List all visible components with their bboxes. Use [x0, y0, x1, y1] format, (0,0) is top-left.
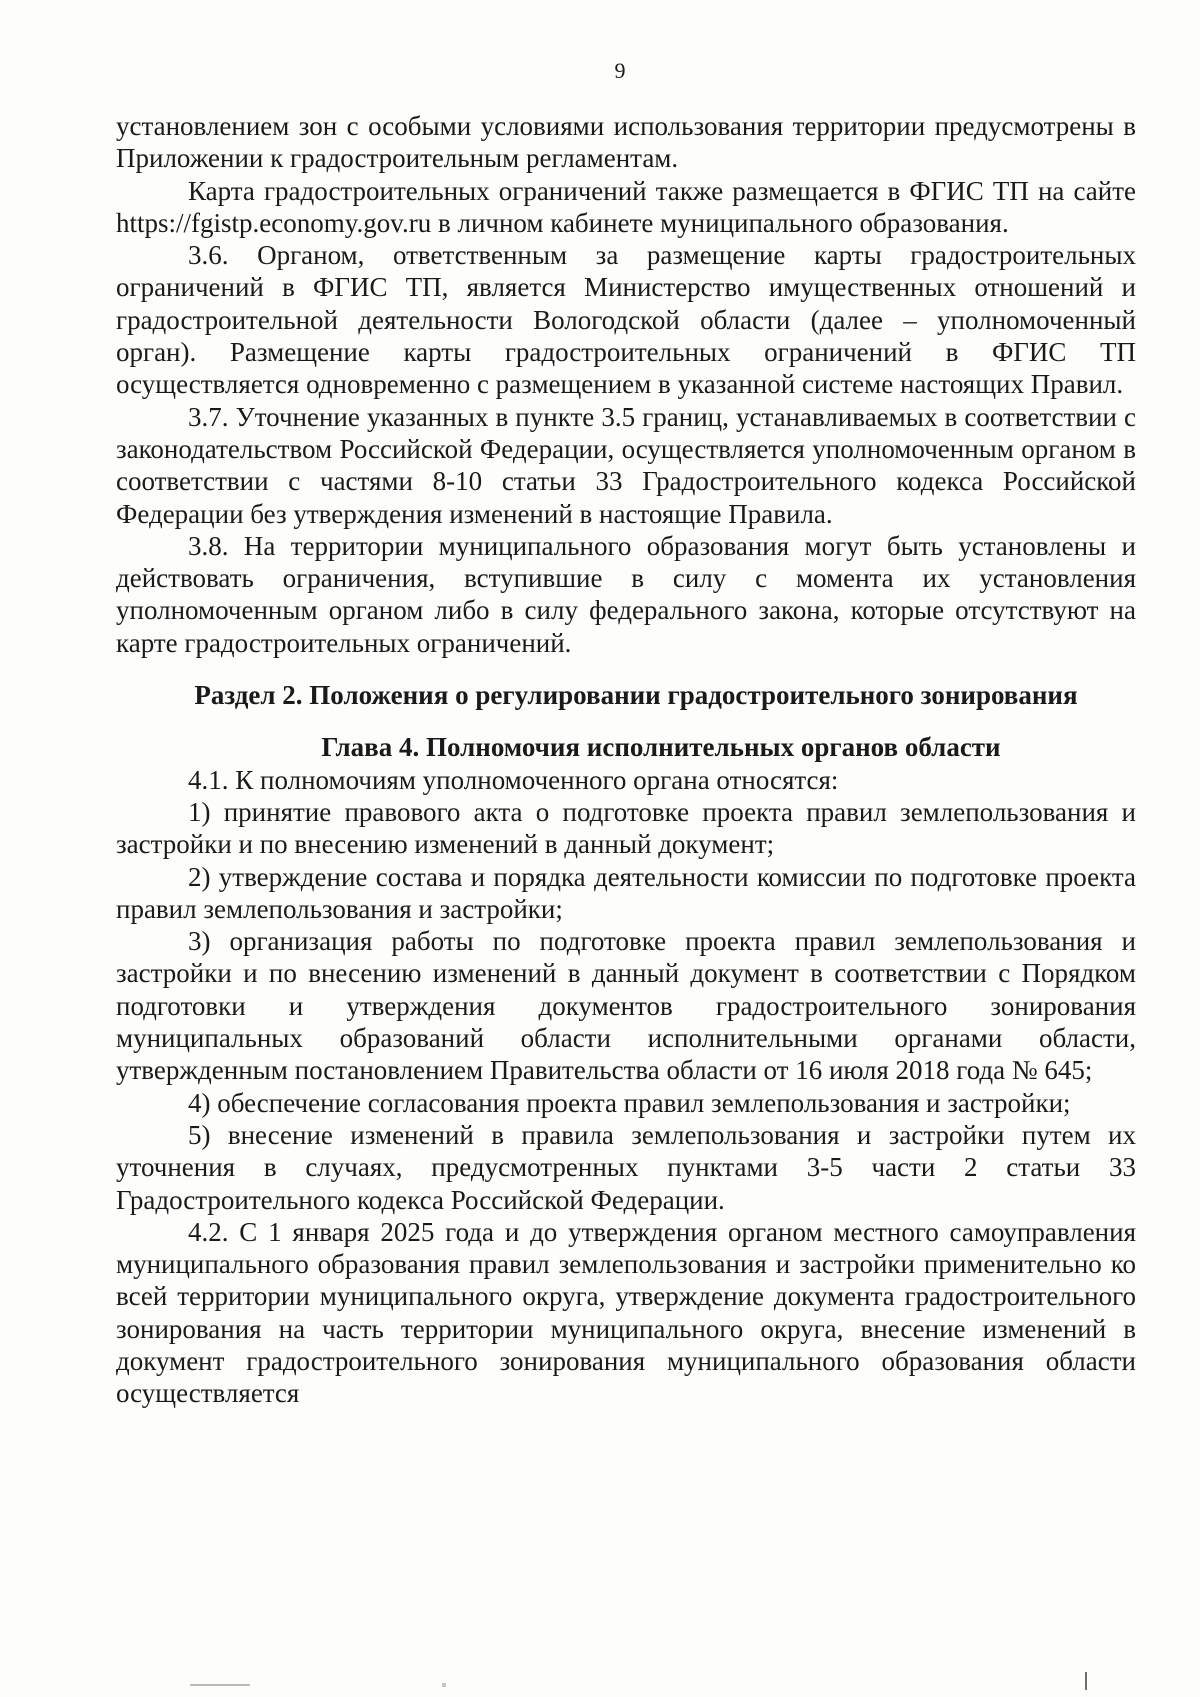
chapter-heading: Глава 4. Полномочия исполнительных органов области: [321, 732, 1001, 763]
scan-footer-marks: [180, 1682, 1080, 1690]
scan-mark: [442, 1683, 446, 1687]
list-item-4: 4) обеспечение согласования проекта правил землепользования и застройки;: [188, 1087, 1071, 1118]
paragraph-3-8: 3.8. На территории муниципального образования могут быть установлены и действовать ограничения, вступившие в силу с момента их установления уполномоченным органом либо в силу федерального закона, которые отсутствуют на карте градостроительных ограничений.: [116, 530, 1136, 658]
page-number: 9: [614, 58, 626, 83]
paragraph-continuation: установлением зон с особыми условиями использования территории предусмотрены в Приложении к градостроительным регламентам.: [116, 111, 1136, 174]
paragraph-4-2: 4.2. С 1 января 2025 года и до утверждения органом местного самоуправления муниципального образования правил землепользования и застройки применительно ко всей территории муниципального округа, утверждение документа градостроительного зонирования на часть территории муниципального округа, внесение изменений в документ градостроительного зонирования муниципального образования области осуществляется: [116, 1216, 1136, 1409]
scan-mark: [1085, 1672, 1087, 1690]
list-item-1: 1) принятие правового акта о подготовке проекта правил землепользования и застройки и по внесению изменений в данный документ;: [116, 796, 1136, 860]
document-body: [116, 110, 1136, 1410]
paragraph-map-placement: Карта градостроительных ограничений также размещается в ФГИС ТП на сайте https://fgistp.economy.gov.ru в личном кабинете муниципального образования.: [116, 175, 1136, 238]
paragraph-3-7: 3.7. Уточнение указанных в пункте 3.5 границ, устанавливаемых в соответствии с законодательством Российской Федерации, осуществляется уполномоченным органом в соответствии с частями 8-10 статьи 33 Градостроительного кодекса Российской Федерации без утверждения изменений в настоящие Правила.: [116, 401, 1136, 529]
section-heading: Раздел 2. Положения о регулировании градостроительного зонирования: [194, 680, 1078, 711]
scan-mark: [190, 1684, 250, 1686]
list-item-3: 3) организация работы по подготовке проекта правил землепользования и застройки и по внесению изменений в данный документ в соответствии с Порядком подготовки и утверждения документов градостроительного зонирования муниципальных образований области исполнительными органами области, утвержденным постановлением Правительства области от 16 июля 2018 года № 645;: [116, 926, 1136, 1086]
list-item-5: 5) внесение изменений в правила землепользования и застройки путем их уточнения в случаях, предусмотренных пунктами 3-5 части 2 статьи 33 Градостроительного кодекса Российской Федерации.: [116, 1119, 1136, 1215]
paragraph-3-6: 3.6. Органом, ответственным за размещение карты градостроительных ограничений в ФГИС ТП, является Министерство имущественных отношений и градостроительной деятельности Вологодской области (далее – уполномоченный орган). Размещение карты градостроительных ограничений в ФГИС ТП осуществляется одновременно с размещением в указанной системе настоящих Правил.: [116, 240, 1136, 400]
list-item-2: 2) утверждение состава и порядка деятельности комиссии по подготовке проекта правил землепользования и застройки;: [116, 861, 1136, 924]
paragraph-4-1: 4.1. К полномочиям уполномоченного органа относятся:: [188, 764, 839, 795]
